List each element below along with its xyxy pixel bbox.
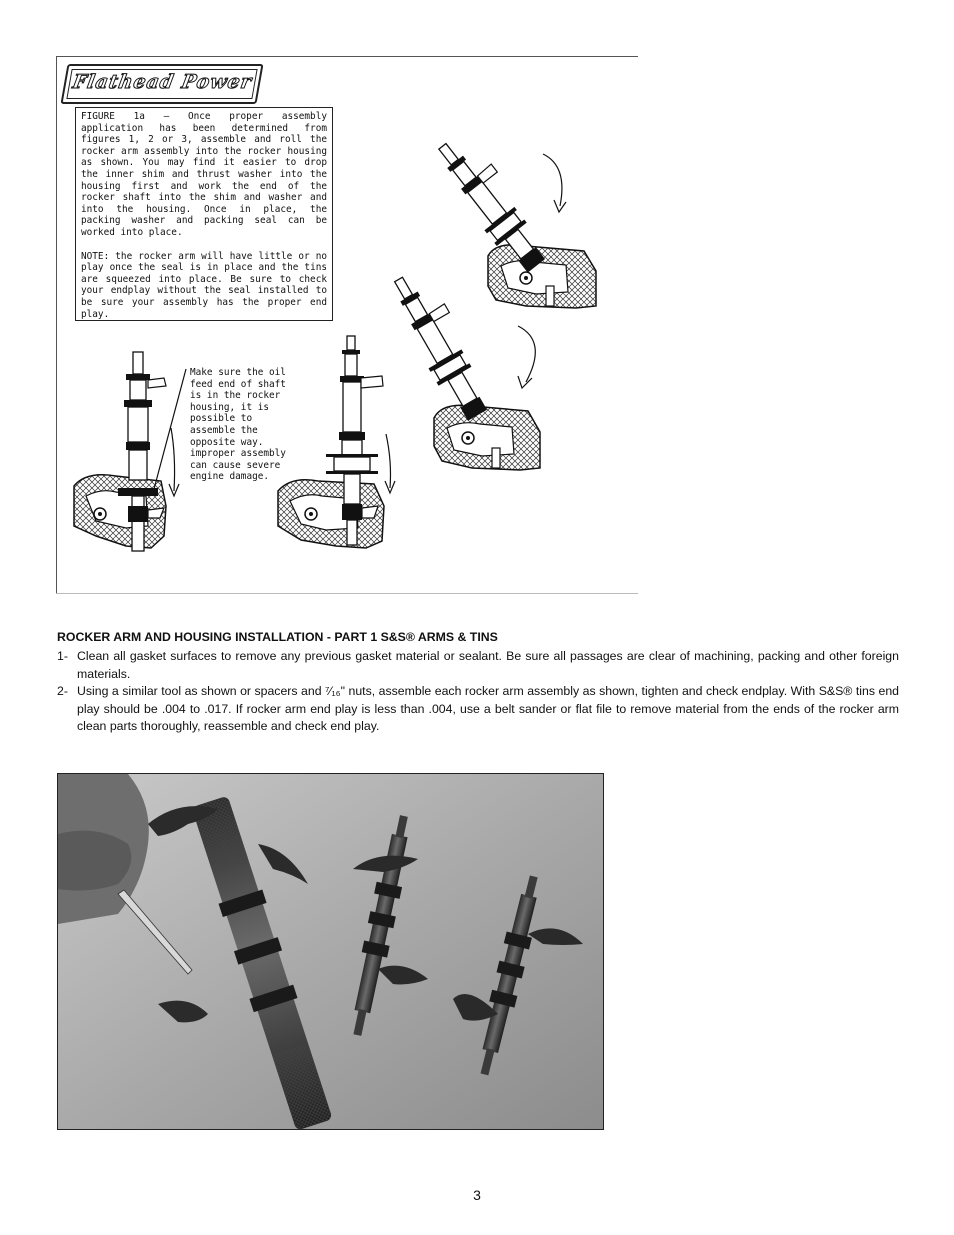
step-number: 1- xyxy=(57,649,68,663)
figure-caption: FIGURE 1a — Once proper assembly application has been determined from figures 1, 2 or 3, assemble and roll the rocker arm assembly into the rocker housing as shown. You may find it easier to drop the inner shim and thrust washer into the housing first and work the end of the rocker shaft into the shim and washer and into the housing. Once in place, the packing washer and packing seal can be worked into place. xyxy=(81,111,327,238)
callout-line: is in the rocker xyxy=(190,390,281,402)
step-text: Clean all gasket surfaces to remove any previous gasket material or sealant. Be sure all passages are clear of machining, packing and other foreign materials. xyxy=(77,649,899,681)
oil-feed-callout xyxy=(190,367,308,483)
callout-line: improper assembly xyxy=(190,448,286,460)
step-item xyxy=(57,683,899,736)
step-text: Using a similar tool as shown or spacers and ⁷⁄₁₆" nuts, assemble each rocker arm assembly as shown, tighten and check endplay. With S&S® tins end play should be .004 to .017. If rocker arm end play is less than .004, use a belt sander or flat file to remove material from the ends of the rocker arm clean parts thoroughly, reassemble and check end play. xyxy=(77,684,899,733)
rocker-arm-assembly-photo xyxy=(57,773,604,1130)
callout-line: engine damage. xyxy=(190,471,270,483)
assembly-upper-right-diagram xyxy=(428,129,596,308)
callout-line: Make sure the oil xyxy=(190,367,286,378)
assembly-left-diagram xyxy=(74,352,186,551)
logo-text: Flathead Power xyxy=(71,71,254,93)
flathead-power-logo xyxy=(60,64,263,104)
figure-note: NOTE: the rocker arm will have little or no play once the seal is in place and the tins are squeezed into place. Be sure to check your endplay without the seal installed to be sure your assembly has the proper end play. xyxy=(81,250,327,320)
callout-line: can cause severe xyxy=(190,459,281,471)
callout-line: assemble the xyxy=(190,424,258,436)
figure-caption-box xyxy=(75,107,333,321)
step-item xyxy=(57,648,899,683)
callout-line: opposite way. xyxy=(190,436,264,448)
figure-1a xyxy=(56,56,638,594)
photo-illustration xyxy=(58,774,604,1130)
step-number: 2- xyxy=(57,684,68,698)
callout-line: housing, it is xyxy=(190,401,270,413)
section-title: ROCKER ARM AND HOUSING INSTALLATION - PART 1 S&S® ARMS & TINS xyxy=(57,630,498,644)
page-number: 3 xyxy=(473,1187,481,1203)
callout-line: feed end of shaft xyxy=(190,378,286,390)
callout-line: possible to xyxy=(190,413,253,425)
